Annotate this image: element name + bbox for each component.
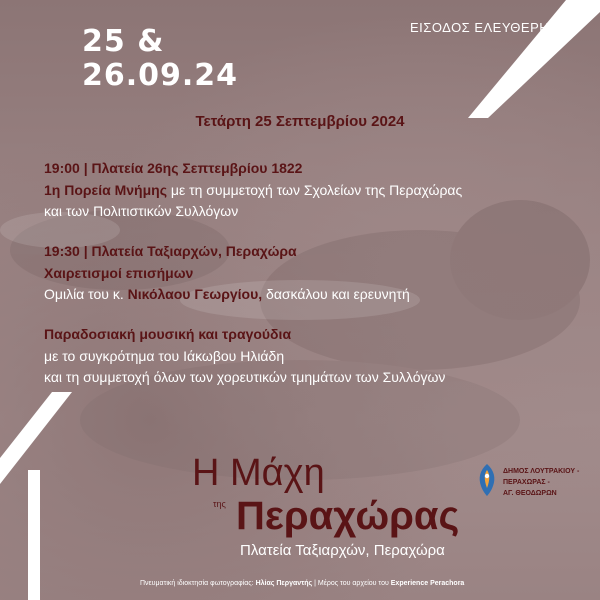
item3-line2: και τη συμμετοχή όλων των χορευτικών τμημάτων των Συλλόγων [44,369,446,385]
event-title-part2: Περαχώρας [236,494,460,538]
event-title-small: της [213,499,226,509]
speech-suffix: δασκάλου και ερευνητή [262,286,410,302]
credits-prefix: Πνευματική ιδιοκτησία φωτογραφίας: [140,580,256,587]
item1-desc-line2: και των Πολιτιστικών Συλλόγων [44,203,239,219]
credits-archive: Experience Perachora [390,580,465,587]
item2-speech [44,286,410,302]
municipality-line3: ΑΓ. ΘΕΟΔΩΡΩΝ [503,490,557,497]
municipality-logo-icon [474,462,500,498]
day-heading: Τετάρτη 25 Σεπτεμβρίου 2024 [195,113,405,130]
item2-time-place: 19:30 | Πλατεία Ταξιαρχών, Περαχώρα [44,243,297,259]
municipality-line1: ΔΗΜΟΣ ΛΟΥΤΡΑΚΙΟΥ - [503,468,580,475]
speaker-name: Νικόλαου Γεωργίου, [127,286,263,302]
date-line-1: 25 & [82,24,165,59]
venue-text: Πλατεία Ταξιαρχών, Περαχώρα [240,542,445,559]
credits-photographer: Ηλίας Περγαντής [255,580,313,587]
date-line-2: 26.09.24 [82,58,239,93]
credits-middle: | Μέρος του αρχείου του [312,580,391,587]
photo-credits [140,580,464,587]
item3-line1: με το συγκρότημα του Ιάκωβου Ηλιάδη [44,348,285,364]
item1-description [44,182,462,198]
event-title-part1: Η Μάχη [192,452,325,494]
free-entry-label: ΕΙΣΟΔΟΣ ΕΛΕΥΘΕΡΗ [410,20,550,35]
item1-time-place: 19:00 | Πλατεία 26ης Σεπτεμβρίου 1822 [44,160,303,176]
municipality-name [503,466,597,499]
item1-desc-rest: με τη συμμετοχή των Σχολείων της Περαχώρας [166,182,463,198]
speech-prefix: Ομιλία του κ. [44,286,128,302]
item1-title: 1η Πορεία Μνήμης [44,182,167,198]
item3-title: Παραδοσιακή μουσική και τραγούδια [44,326,292,342]
municipality-line2: ΠΕΡΑΧΩΡΑΣ - [503,479,550,486]
item2-title: Χαιρετισμοί επισήμων [44,265,194,281]
